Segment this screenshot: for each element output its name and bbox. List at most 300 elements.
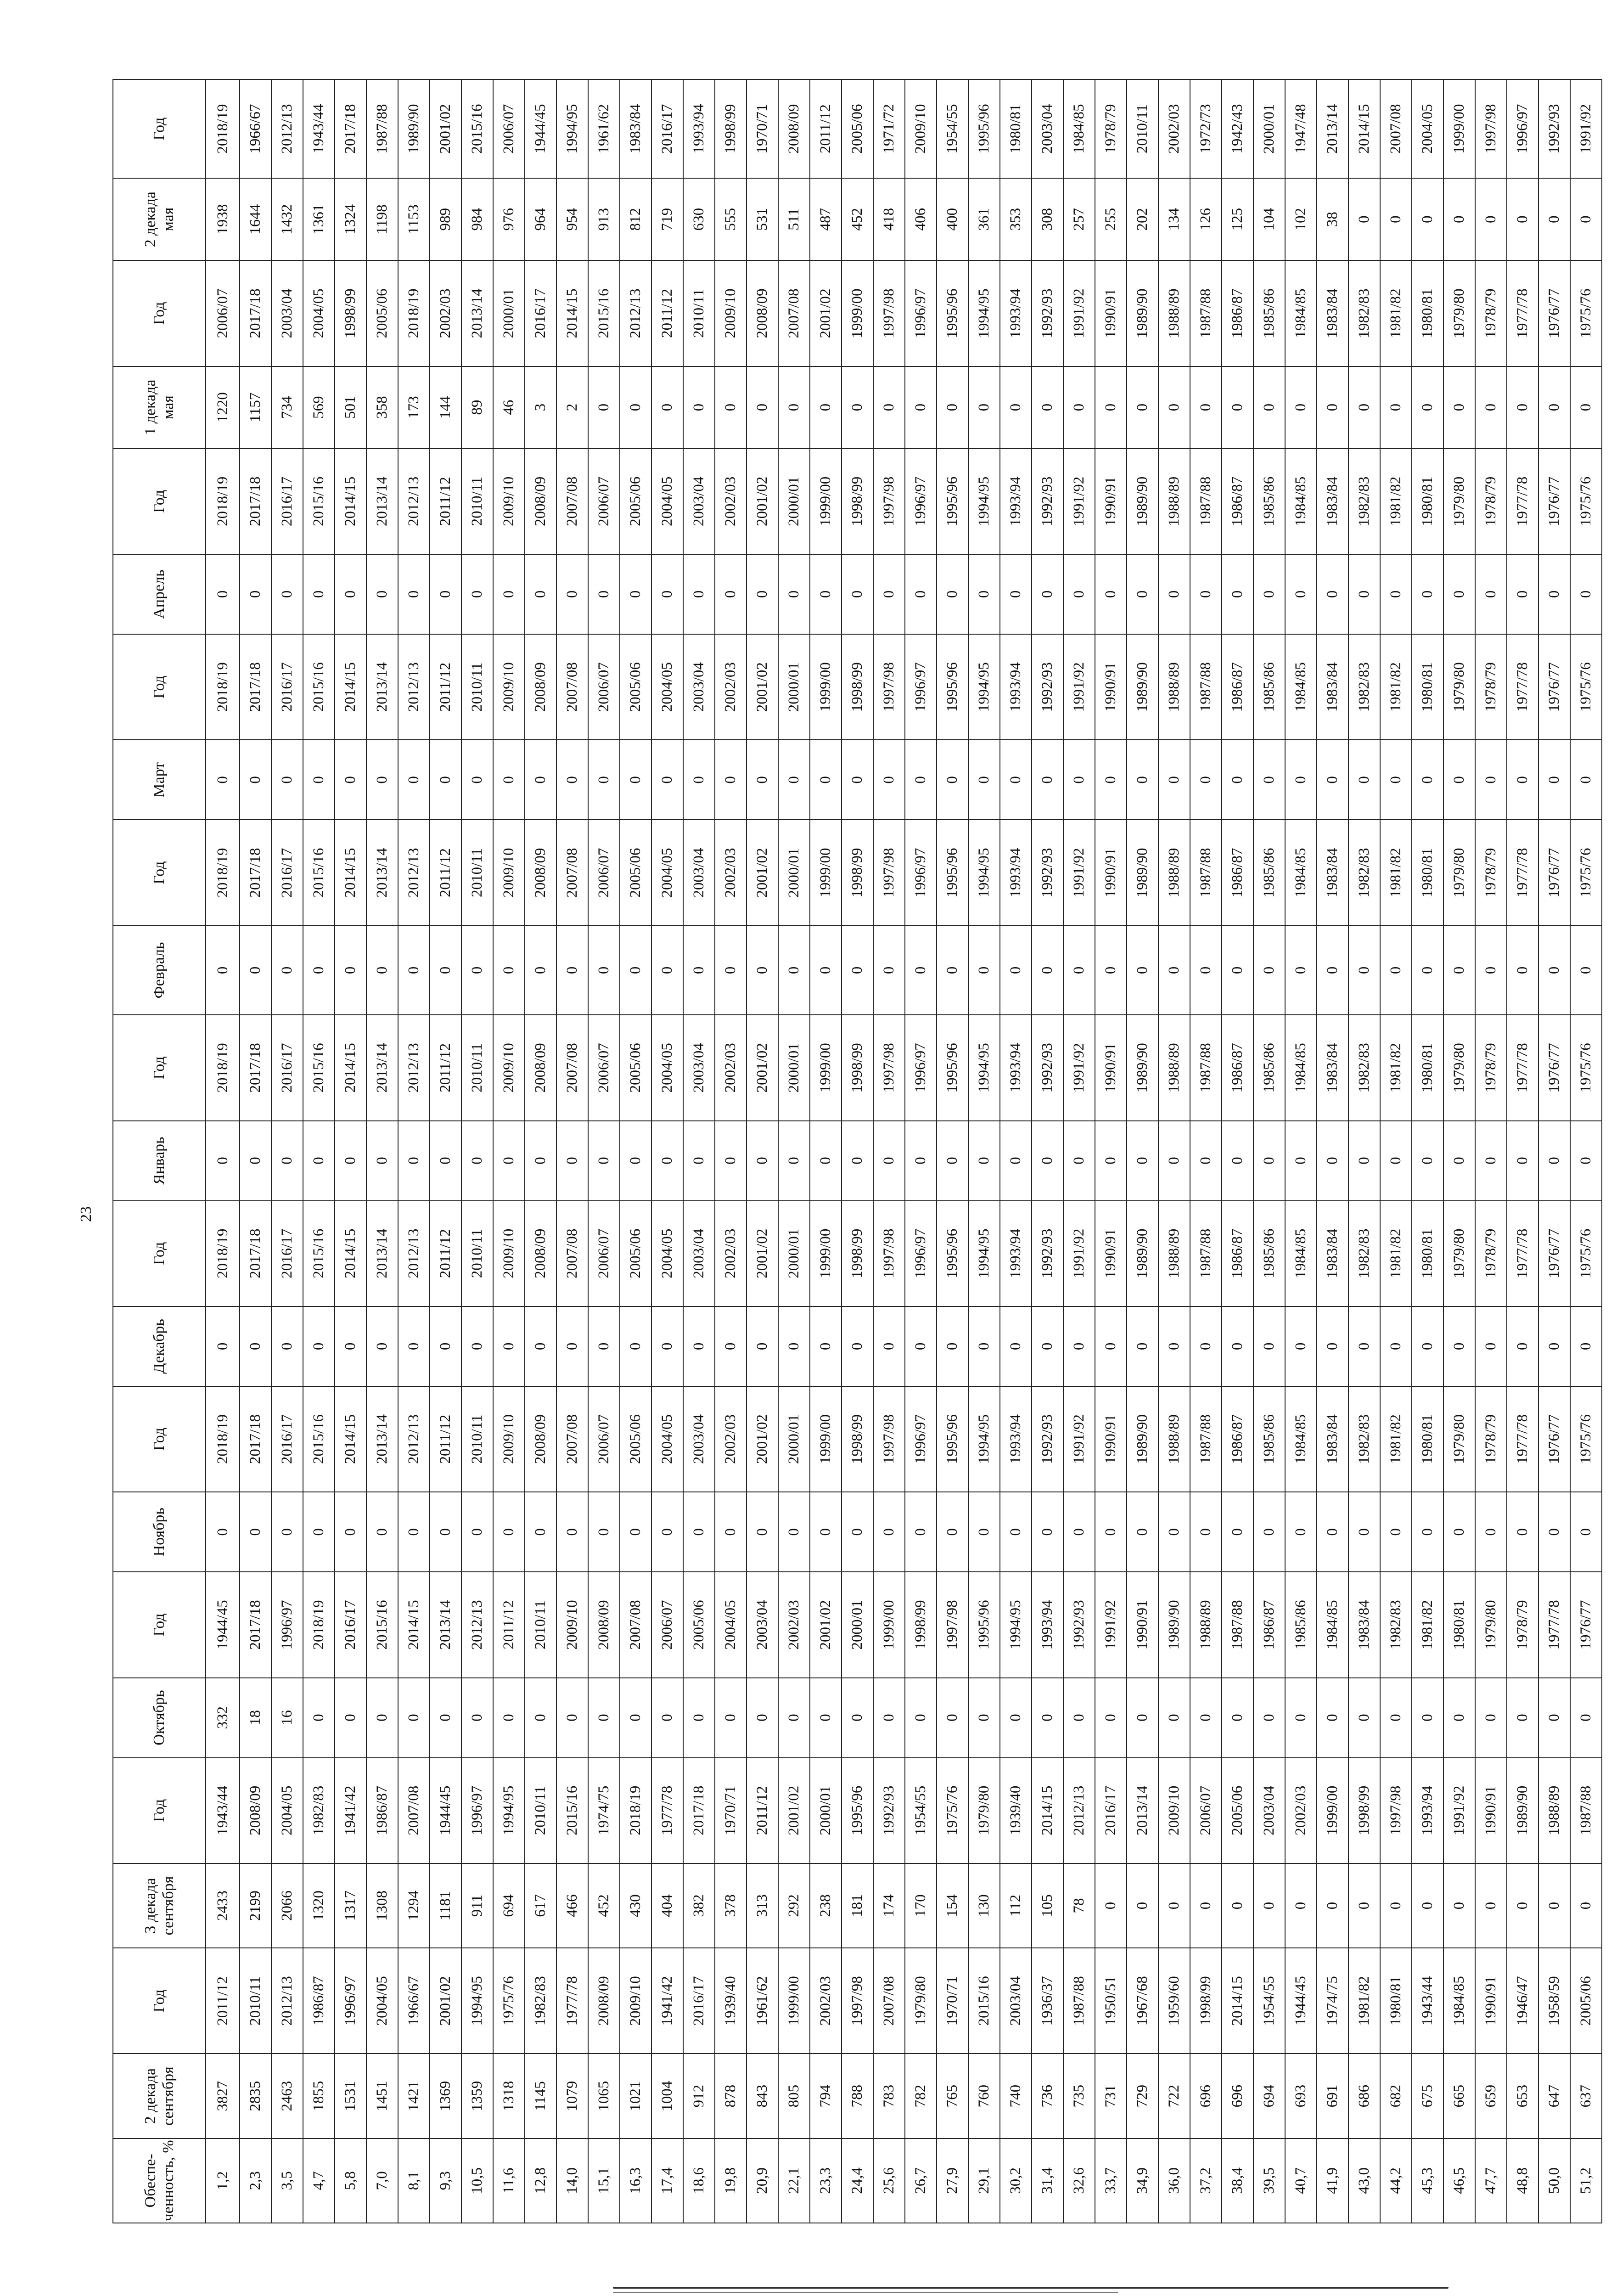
table-cell: 0	[1412, 178, 1443, 260]
table-cell: 0	[1507, 178, 1538, 260]
table-cell: 1980/81	[1412, 1201, 1443, 1306]
table-cell: 696	[1190, 2054, 1222, 2138]
table-cell: 4,7	[303, 2138, 335, 2223]
table-cell: 0	[1443, 366, 1475, 449]
table-cell: 0	[1348, 1121, 1380, 1201]
table-cell: 0	[1570, 926, 1602, 1015]
table-cell: 2011/12	[430, 1015, 461, 1120]
table-cell: 2009/10	[493, 449, 525, 554]
table-cell: 26,7	[905, 2138, 937, 2223]
table-cell: 1998/99	[842, 449, 873, 554]
table-cell: 2014/15	[335, 1201, 366, 1306]
table-cell: 0	[1443, 740, 1475, 820]
table-cell: 0	[1380, 178, 1412, 260]
table-cell: 105	[1032, 1863, 1063, 1948]
table-cell: 2018/19	[206, 1386, 240, 1492]
table-cell: 1977/78	[1507, 260, 1538, 366]
table-cell: 1939/40	[1000, 1758, 1032, 1863]
table-cell: 2009/10	[493, 1015, 525, 1120]
table-cell: 1995/96	[937, 449, 968, 554]
table-cell: 0	[430, 1492, 461, 1572]
table-cell: 1967/68	[1127, 1948, 1158, 2054]
table-cell: 0	[398, 1492, 430, 1572]
table-cell: 2008/09	[240, 1758, 271, 1863]
table-cell: 0	[1475, 366, 1507, 449]
table-cell: 1004	[651, 2054, 683, 2138]
table-cell: 1993/94	[1000, 1201, 1032, 1306]
table-cell: 1984/85	[1285, 1386, 1317, 1492]
table-cell: 2009/10	[1158, 1758, 1190, 1863]
table-cell: 1198	[366, 178, 398, 260]
table-cell: 1982/83	[1348, 449, 1380, 554]
table-row	[1032, 79, 1063, 2223]
table-cell: 0	[303, 740, 335, 820]
table-cell: 0	[461, 554, 493, 634]
table-cell: 23,3	[810, 2138, 842, 2223]
table-cell: 637	[1570, 2054, 1602, 2138]
table-row	[1222, 79, 1253, 2223]
table-cell: 0	[1538, 366, 1570, 449]
table-cell: 2007/08	[873, 1948, 905, 2054]
table-cell: 0	[842, 740, 873, 820]
table-cell: 1988/89	[1158, 820, 1190, 925]
table-cell: 0	[335, 740, 366, 820]
column-header: Год	[113, 1948, 206, 2054]
table-cell: 0	[1507, 926, 1538, 1015]
table-cell: 1994/95	[461, 1948, 493, 2054]
table-cell: 0	[1253, 554, 1285, 634]
table-cell: 0	[1507, 1678, 1538, 1758]
table-row	[398, 79, 430, 2223]
table-cell: 0	[715, 1121, 747, 1201]
table-cell: 0	[842, 1678, 873, 1758]
table-cell: 0	[842, 926, 873, 1015]
table-cell: 1993/94	[1000, 1015, 1032, 1120]
table-cell: 0	[1253, 1306, 1285, 1386]
table-row	[1095, 79, 1127, 2223]
table-cell: 1978/79	[1475, 1015, 1507, 1120]
table-cell: 1997/98	[1380, 1758, 1412, 1863]
table-cell: 1978/79	[1475, 1201, 1507, 1306]
table-cell: 2199	[240, 1863, 271, 1948]
table-cell: 1997/98	[873, 1386, 905, 1492]
table-cell: 45,3	[1412, 2138, 1443, 2223]
table-cell: 361	[968, 178, 1000, 260]
table-cell: 430	[620, 1863, 651, 1948]
table-cell: 0	[1412, 554, 1443, 634]
table-cell: 1990/91	[1095, 820, 1127, 925]
table-cell: 2018/19	[206, 79, 240, 178]
table-cell: 659	[1475, 2054, 1507, 2138]
table-cell: 0	[1412, 740, 1443, 820]
table-cell: 2016/17	[1095, 1758, 1127, 1863]
table-cell: 0	[271, 926, 303, 1015]
table-cell: 0	[1222, 1678, 1253, 1758]
column-header: 2 декада сентября	[113, 2054, 206, 2138]
table-cell: 1987/88	[1190, 1015, 1222, 1120]
table-cell: 1991/92	[1063, 1201, 1095, 1306]
table-cell: 0	[240, 1306, 271, 1386]
table-cell: 1982/83	[1380, 1572, 1412, 1677]
table-cell: 1996/97	[335, 1948, 366, 2054]
table-cell: 130	[968, 1863, 1000, 1948]
table-cell: 0	[1570, 178, 1602, 260]
table-cell: 2005/06	[1570, 1948, 1602, 2054]
table-cell: 0	[335, 1306, 366, 1386]
table-cell: 2013/14	[366, 1386, 398, 1492]
table-cell: 0	[1317, 554, 1348, 634]
table-cell: 1995/96	[842, 1758, 873, 1863]
table-cell: 0	[493, 1121, 525, 1201]
table-cell: 0	[1063, 740, 1095, 820]
table-cell: 1980/81	[1412, 449, 1443, 554]
table-cell: 0	[1348, 178, 1380, 260]
table-cell: 0	[1032, 1492, 1063, 1572]
table-cell: 0	[303, 1678, 335, 1758]
table-cell: 2004/05	[271, 1758, 303, 1863]
table-cell: 783	[873, 2054, 905, 2138]
column-header: Февраль	[113, 926, 206, 1015]
table-cell: 1294	[398, 1863, 430, 1948]
table-cell: 1985/86	[1253, 820, 1285, 925]
table-cell: 1979/80	[1443, 820, 1475, 925]
table-cell: 1981/82	[1380, 1386, 1412, 1492]
table-cell: 1181	[430, 1863, 461, 1948]
table-cell: 40,7	[1285, 2138, 1317, 2223]
table-cell: 0	[1507, 1121, 1538, 1201]
table-cell: 24,4	[842, 2138, 873, 2223]
column-header: Год	[113, 260, 206, 366]
table-cell: 1984/85	[1285, 1015, 1317, 1120]
table-cell: 1999/00	[810, 1015, 842, 1120]
table-cell: 569	[303, 366, 335, 449]
table-cell: 843	[747, 2054, 778, 2138]
table-cell: 0	[778, 554, 810, 634]
table-cell: 0	[747, 1678, 778, 1758]
table-cell: 1975/76	[937, 1758, 968, 1863]
table-cell: 0	[1507, 1306, 1538, 1386]
bottom-rule	[613, 2287, 1449, 2289]
table-cell: 1987/88	[1190, 1201, 1222, 1306]
table-cell: 0	[1380, 1863, 1412, 1948]
table-row	[303, 79, 335, 2223]
table-cell: 0	[1158, 1678, 1190, 1758]
table-cell: 0	[556, 1121, 588, 1201]
table-cell: 1996/97	[905, 449, 937, 554]
table-cell: 675	[1412, 2054, 1443, 2138]
table-cell: 0	[1285, 926, 1317, 1015]
table-cell: 2011/12	[430, 1386, 461, 1492]
table-cell: 2017/18	[240, 820, 271, 925]
table-row	[1000, 79, 1032, 2223]
table-cell: 2011/12	[810, 79, 842, 178]
table-cell: 0	[1095, 1492, 1127, 1572]
table-cell: 238	[810, 1863, 842, 1948]
table-cell: 2008/09	[525, 1386, 556, 1492]
table-cell: 0	[1127, 1678, 1158, 1758]
table-cell: 0	[1475, 1678, 1507, 1758]
table-cell: 0	[1158, 1863, 1190, 1948]
table-cell: 0	[1443, 554, 1475, 634]
table-cell: 1995/96	[968, 1572, 1000, 1677]
table-cell: 0	[810, 1121, 842, 1201]
table-cell: 0	[968, 740, 1000, 820]
table-cell: 48,8	[1507, 2138, 1538, 2223]
table-cell: 181	[842, 1863, 873, 1948]
table-cell: 2000/01	[778, 1201, 810, 1306]
table-cell: 0	[620, 366, 651, 449]
table-cell: 1992/93	[1032, 260, 1063, 366]
table-cell: 2007/08	[556, 1015, 588, 1120]
table-cell: 0	[1158, 366, 1190, 449]
table-cell: 0	[905, 554, 937, 634]
table-cell: 16	[271, 1678, 303, 1758]
table-row	[873, 79, 905, 2223]
table-cell: 0	[1095, 1306, 1127, 1386]
table-cell: 511	[778, 178, 810, 260]
table-cell: 0	[1032, 926, 1063, 1015]
table-cell: 0	[1507, 554, 1538, 634]
table-cell: 2	[556, 366, 588, 449]
table-cell: 1979/80	[968, 1758, 1000, 1863]
table-cell: 2012/13	[620, 260, 651, 366]
table-cell: 2066	[271, 1863, 303, 1948]
table-cell: 0	[430, 554, 461, 634]
table-cell: 0	[240, 554, 271, 634]
table-cell: 0	[1127, 740, 1158, 820]
table-cell: 1359	[461, 2054, 493, 2138]
table-cell: 2018/19	[303, 1572, 335, 1677]
table-cell: 0	[1507, 740, 1538, 820]
table-cell: 2017/18	[240, 449, 271, 554]
table-cell: 0	[778, 1678, 810, 1758]
column-header: 2 декада мая	[113, 178, 206, 260]
table-cell: 1970/71	[715, 1758, 747, 1863]
table-cell: 0	[715, 740, 747, 820]
table-cell: 0	[1063, 366, 1095, 449]
table-cell: 2013/14	[430, 1572, 461, 1677]
table-cell: 0	[556, 1492, 588, 1572]
table-cell: 1998/99	[335, 260, 366, 366]
table-cell: 1974/75	[588, 1758, 620, 1863]
table-cell: 1990/91	[1095, 1201, 1127, 1306]
table-cell: 1998/99	[842, 820, 873, 925]
table-cell: 0	[1190, 926, 1222, 1015]
table-cell: 0	[366, 1678, 398, 1758]
table-cell: 0	[1000, 740, 1032, 820]
table-cell: 1999/00	[778, 1948, 810, 2054]
table-cell: 0	[905, 366, 937, 449]
table-cell: 2003/04	[747, 1572, 778, 1677]
table-cell: 1991/92	[1063, 634, 1095, 740]
table-cell: 8,1	[398, 2138, 430, 2223]
table-cell: 0	[1380, 926, 1412, 1015]
table-cell: 2006/07	[651, 1572, 683, 1677]
table-cell: 1996/97	[1507, 79, 1538, 178]
table-cell: 0	[398, 554, 430, 634]
table-cell: 0	[937, 740, 968, 820]
table-cell: 0	[1063, 554, 1095, 634]
table-cell: 1989/90	[1127, 1386, 1158, 1492]
table-cell: 0	[873, 1678, 905, 1758]
table-cell: 0	[1475, 1863, 1507, 1948]
table-cell: 2011/12	[430, 1201, 461, 1306]
table-cell: 1986/87	[366, 1758, 398, 1863]
table-cell: 257	[1063, 178, 1095, 260]
table-cell: 0	[620, 926, 651, 1015]
table-cell: 1432	[271, 178, 303, 260]
table-cell: 1979/80	[1443, 449, 1475, 554]
table-cell: 1998/99	[1190, 1948, 1222, 2054]
table-cell: 0	[810, 366, 842, 449]
table-cell: 1961/62	[588, 79, 620, 178]
table-cell: 1944/45	[525, 79, 556, 178]
table-cell: 134	[1158, 178, 1190, 260]
table-cell: 0	[778, 1121, 810, 1201]
table-cell: 1977/78	[1507, 449, 1538, 554]
table-cell: 0	[1190, 554, 1222, 634]
table-cell: 1977/78	[1507, 1015, 1538, 1120]
table-cell: 1983/84	[1348, 1572, 1380, 1677]
table-cell: 0	[1412, 1492, 1443, 1572]
table-cell: 0	[1285, 740, 1317, 820]
table-cell: 38	[1317, 178, 1348, 260]
table-cell: 0	[683, 740, 715, 820]
table-cell: 0	[1285, 1863, 1317, 1948]
table-cell: 954	[556, 178, 588, 260]
table-cell: 0	[937, 926, 968, 1015]
table-cell: 2007/08	[778, 260, 810, 366]
table-cell: 0	[1475, 926, 1507, 1015]
table-cell: 0	[303, 554, 335, 634]
table-row	[1570, 79, 1602, 2223]
table-cell: 2001/02	[747, 449, 778, 554]
table-cell: 0	[620, 1492, 651, 1572]
table-cell: 2015/16	[366, 1572, 398, 1677]
table-cell: 0	[1253, 366, 1285, 449]
table-cell: 1982/83	[1348, 634, 1380, 740]
table-cell: 2010/11	[461, 634, 493, 740]
table-cell: 1999/00	[1443, 79, 1475, 178]
table-cell: 2003/04	[271, 260, 303, 366]
table-cell: 0	[778, 926, 810, 1015]
table-row	[1253, 79, 1285, 2223]
table-cell: 2012/13	[398, 634, 430, 740]
table-cell: 2005/06	[620, 1015, 651, 1120]
table-cell: 1977/78	[651, 1758, 683, 1863]
table-cell: 2001/02	[778, 1758, 810, 1863]
table-cell: 2000/01	[778, 1386, 810, 1492]
table-cell: 2014/15	[1032, 1758, 1063, 1863]
table-cell: 313	[747, 1863, 778, 1948]
table-cell: 1997/98	[873, 820, 905, 925]
table-cell: 0	[588, 926, 620, 1015]
table-cell: 0	[968, 1678, 1000, 1758]
table-cell: 2011/12	[493, 1572, 525, 1677]
table-cell: 2010/11	[461, 449, 493, 554]
table-cell: 2016/17	[651, 79, 683, 178]
table-cell: 0	[1000, 1121, 1032, 1201]
table-cell: 0	[461, 1306, 493, 1386]
table-cell: 2015/16	[303, 1015, 335, 1120]
table-cell: 1999/00	[810, 634, 842, 740]
table-cell: 173	[398, 366, 430, 449]
column-header: Октябрь	[113, 1678, 206, 1758]
table-cell: 2011/12	[651, 260, 683, 366]
table-cell: 0	[747, 366, 778, 449]
table-cell: 2005/06	[366, 260, 398, 366]
table-cell: 2005/06	[683, 1572, 715, 1677]
table-cell: 0	[778, 740, 810, 820]
table-cell: 0	[1095, 1121, 1127, 1201]
column-header: Год	[113, 1572, 206, 1677]
table-cell: 0	[240, 926, 271, 1015]
table-cell: 1972/73	[1190, 79, 1222, 178]
table-cell: 29,1	[968, 2138, 1000, 2223]
table-cell: 2002/03	[715, 1386, 747, 1492]
column-header: 1 декада мая	[113, 366, 206, 449]
table-cell: 0	[810, 1678, 842, 1758]
table-cell: 0	[1380, 1678, 1412, 1758]
table-cell: 722	[1158, 2054, 1190, 2138]
table-cell: 1996/97	[905, 1201, 937, 1306]
table-cell: 1984/85	[1317, 1572, 1348, 1677]
table-cell: 794	[810, 2054, 842, 2138]
table-cell: 729	[1127, 2054, 1158, 2138]
table-cell: 0	[842, 1492, 873, 1572]
table-cell: 2005/06	[842, 79, 873, 178]
table-cell: 112	[1000, 1863, 1032, 1948]
table-cell: 0	[715, 1492, 747, 1572]
table-row	[1317, 79, 1348, 2223]
table-cell: 404	[651, 1863, 683, 1948]
table-cell: 11,6	[493, 2138, 525, 2223]
table-cell: 2004/05	[651, 820, 683, 925]
table-cell: 102	[1285, 178, 1317, 260]
table-cell: 1995/96	[937, 260, 968, 366]
table-cell: 1220	[206, 366, 240, 449]
table-cell: 0	[1317, 1492, 1348, 1572]
table-cell: 1994/95	[968, 1201, 1000, 1306]
table-cell: 0	[1412, 1863, 1443, 1948]
table-cell: 1990/91	[1095, 449, 1127, 554]
table-cell: 1992/93	[1032, 1201, 1063, 1306]
table-cell: 0	[1317, 366, 1348, 449]
table-cell: 3,5	[271, 2138, 303, 2223]
table-cell: 0	[1317, 1678, 1348, 1758]
table-cell: 0	[240, 740, 271, 820]
table-cell: 0	[1158, 1121, 1190, 1201]
table-cell: 0	[651, 554, 683, 634]
table-cell: 2000/01	[778, 634, 810, 740]
table-cell: 2002/03	[715, 1201, 747, 1306]
column-header: Год	[113, 1386, 206, 1492]
table-cell: 1979/80	[1475, 1572, 1507, 1677]
table-cell: 0	[1000, 926, 1032, 1015]
table-row	[810, 79, 842, 2223]
table-cell: 760	[968, 2054, 1000, 2138]
table-cell: 0	[810, 926, 842, 1015]
table-cell: 0	[1190, 740, 1222, 820]
table-row	[1127, 79, 1158, 2223]
table-cell: 1985/86	[1253, 1015, 1285, 1120]
table-cell: 1975/76	[1570, 1015, 1602, 1120]
table-cell: 1941/42	[335, 1758, 366, 1863]
table-cell: 2005/06	[620, 1386, 651, 1492]
table-cell: 0	[240, 1121, 271, 1201]
table-cell: 1994/95	[968, 260, 1000, 366]
table-cell: 1992/93	[1032, 449, 1063, 554]
